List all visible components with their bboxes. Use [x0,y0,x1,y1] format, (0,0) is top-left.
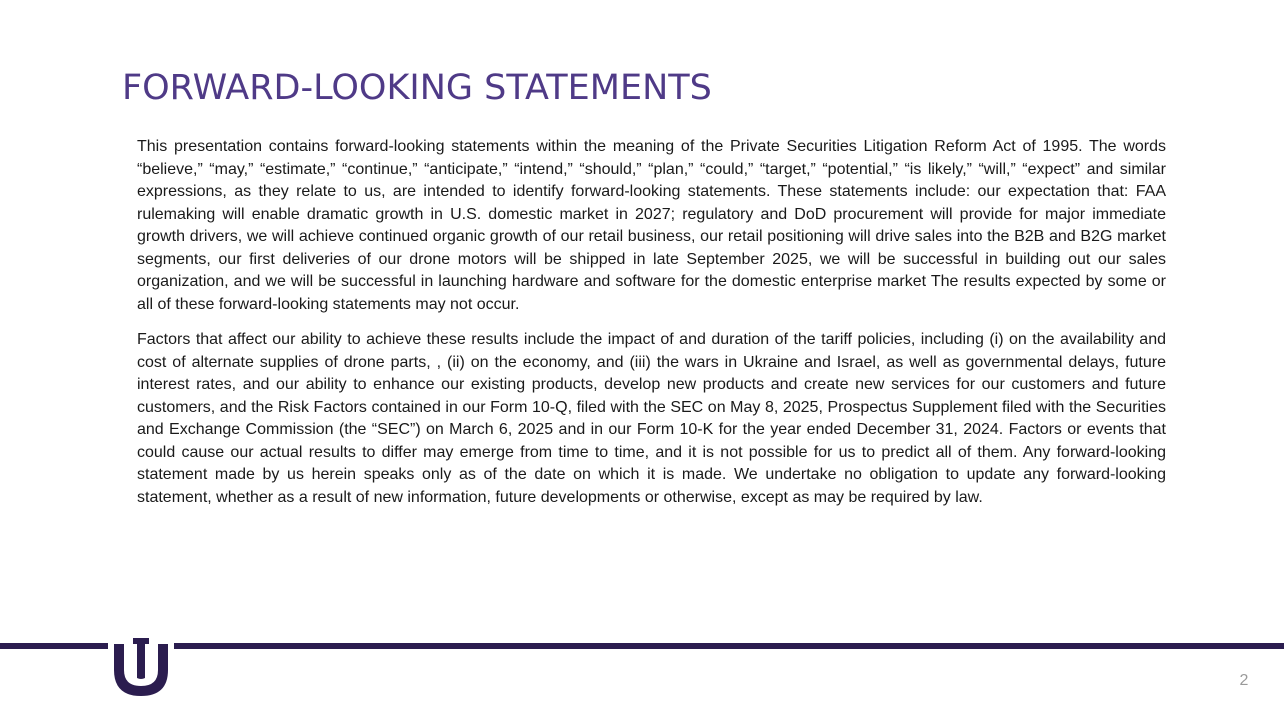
slide-title: FORWARD-LOOKING STATEMENTS [122,68,712,108]
paragraph-forward-looking: This presentation contains forward-looking statements within the meaning of the Private Securities Litigation Reform Act of 1995. The words “believe,” “may,” “estimate,” “continue,” “anticipate,” “intend,” “should,” “plan,” “could,” “target,” “potential,” “is likely,” “will,” “expect” and similar expressions, as they relate to us, are intended to identify forward-looking statements. These statements include: our expectation that: FAA rulemaking will enable dramatic growth in U.S. domestic market in 2027; regulatory and DoD procurement will provide for major immediate growth drivers, we will achieve continued organic growth of our retail business, our retail positioning will drive sales into the B2B and B2G market segments, our first deliveries of our drone motors will be shipped in late September 2025, we will be successful in building out our sales organization, and we will be successful in launching hardware and software for the domestic enterprise market The results expected by some or all of these forward-looking statements may not occur. [137,138,1166,313]
page-number: 2 [1239,672,1249,689]
footer-divider [0,643,1284,649]
paragraph-risk-factors: Factors that affect our ability to achieve these results include the impact of and duration of the tariff policies, including (i) on the availability and cost of alternate supplies of drone parts, , (ii) on the economy, and (iii) the wars in Ukraine and Israel, as well as governmental delays, future interest rates, and our ability to enhance our existing products, develop new products and create new services for our customers and future customers, and the Risk Factors contained in our Form 10-Q, filed with the SEC on May 8, 2025, Prospectus Supplement filed with the Securities and Exchange Commission (the “SEC”) on March 6, 2025 and in our Form 10-K for the year ended December 31, 2024. Factors or events that could cause our actual results to differ may emerge from time to time, and it is not possible for us to predict all of them. Any forward-looking statement made by us herein speaks only as of the date on which it is made. We undertake no obligation to update any forward-looking statement, whether as a result of new information, future developments or otherwise, except as may be required by law. [137,331,1166,506]
company-logo-icon [108,632,174,700]
slide-body [137,136,1166,522]
